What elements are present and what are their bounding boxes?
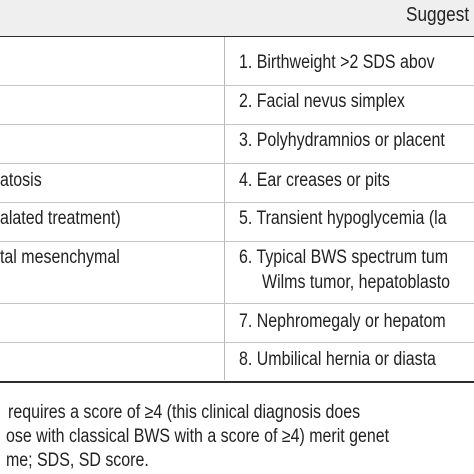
row-rule [0, 342, 474, 343]
row-rule [0, 202, 474, 203]
row-rule [0, 85, 474, 86]
row-rule [0, 163, 474, 164]
cell-left-row5: alated treatment) [0, 208, 121, 229]
table-header [0, 0, 474, 36]
feature-ear-creases: 4. Ear creases or pits [239, 170, 390, 191]
row-rule [0, 124, 474, 125]
feature-facial-nevus: 2. Facial nevus simplex [239, 91, 405, 112]
feature-polyhydramnios: 3. Polyhydramnios or placent [239, 130, 445, 151]
row-rule [0, 303, 474, 304]
cell-left-row4: atosis [0, 170, 42, 191]
row-rule [0, 241, 474, 242]
table-bottom-rule [0, 381, 474, 383]
feature-birthweight: 1. Birthweight >2 SDS abov [239, 52, 435, 73]
footnote-line-1: requires a score of ≥4 (this clinical diagnosis does [8, 402, 361, 423]
feature-umbilical-hernia: 8. Umbilical hernia or diasta [239, 349, 436, 370]
feature-nephromegaly: 7. Nephromegaly or hepatom [239, 311, 446, 332]
footnote-line-3: me; SDS, SD score. [6, 450, 149, 471]
feature-bws-tumor-continued: Wilms tumor, hepatoblasto [262, 272, 451, 293]
feature-bws-tumor: 6. Typical BWS spectrum tum [239, 247, 449, 268]
cell-left-row6: tal mesenchymal [0, 247, 120, 268]
footnote-line-2: ose with classical BWS with a score of ≥4) merit genet [6, 426, 390, 447]
column-divider [224, 37, 225, 380]
feature-hypoglycemia: 5. Transient hypoglycemia (la [239, 208, 447, 229]
header-suggestive-features: Suggest [406, 4, 470, 26]
header-rule [0, 36, 474, 37]
